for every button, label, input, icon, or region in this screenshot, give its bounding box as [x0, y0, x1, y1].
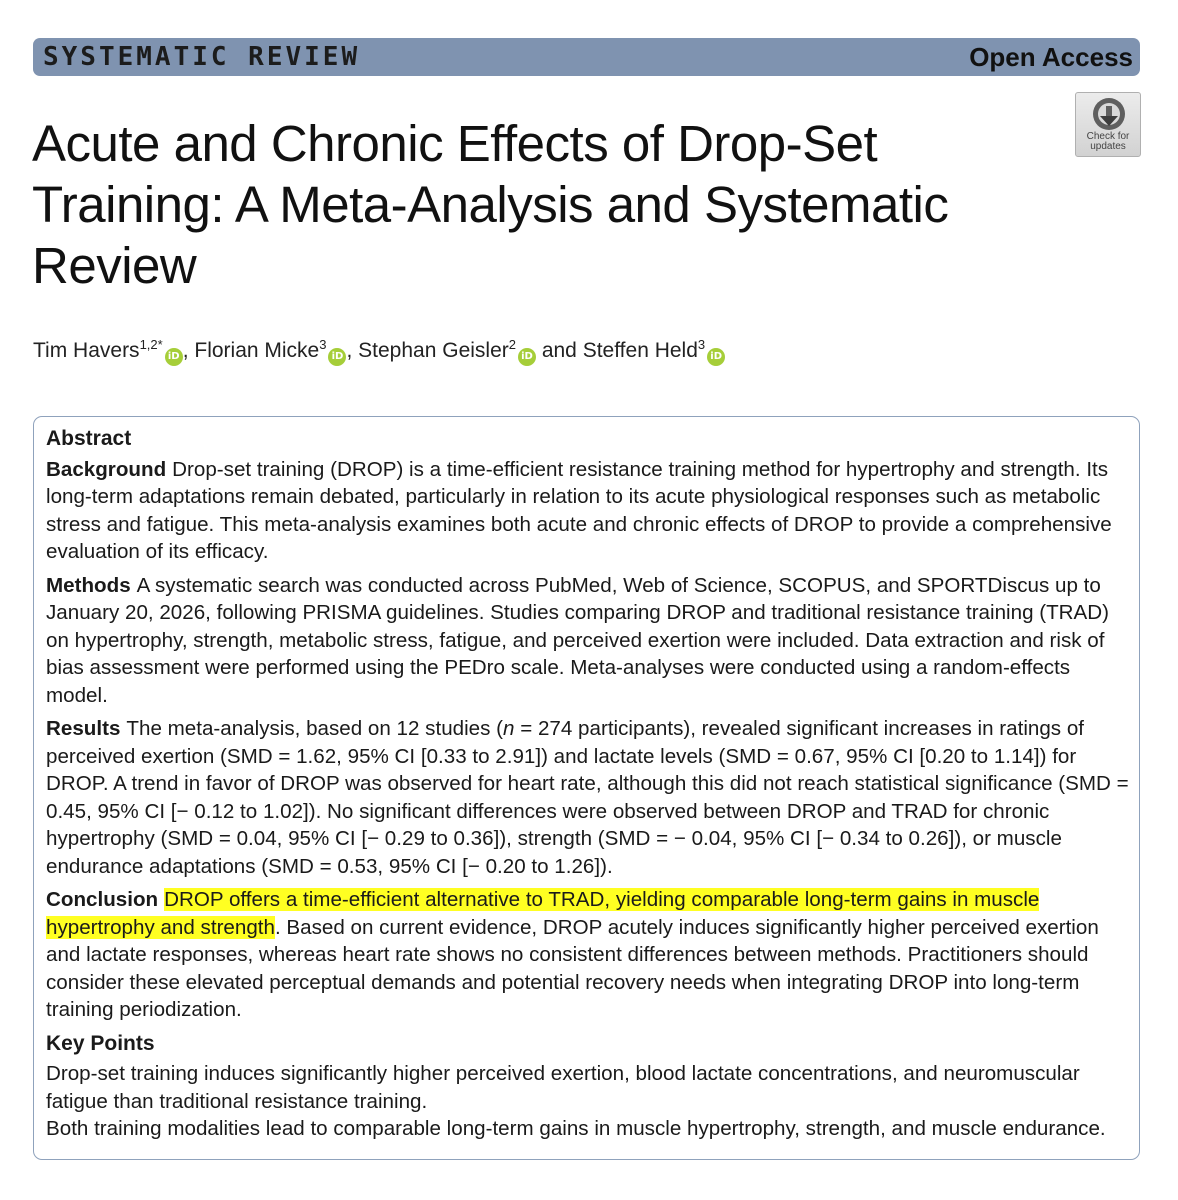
background-label: Background — [46, 457, 167, 481]
results-label: Results — [46, 717, 121, 740]
author-1[interactable]: Tim Havers$^{1,2*}$ — [33, 337, 163, 362]
conclusion-highlight: DROP offers a time-efficient alternative to TRAD, yielding comparable long-term gains in muscle hypertrophy and strength — [46, 888, 1040, 939]
article-type-label: SYSTEMATIC REVIEW — [43, 42, 361, 72]
orcid-icon[interactable]: iD — [328, 348, 346, 366]
check-for-updates-badge[interactable] — [1075, 92, 1141, 157]
abstract-methods — [46, 572, 1131, 710]
conclusion-label: Conclusion — [46, 888, 159, 911]
methods-label: Methods — [46, 573, 131, 597]
author-2[interactable]: Florian Micke$^3$ — [194, 337, 327, 362]
abstract-background — [46, 456, 1131, 566]
abstract-heading: Abstract — [46, 427, 132, 450]
results-n-symbol: n — [503, 717, 515, 740]
results-text-a: The meta-analysis, based on 12 studies ( — [126, 717, 504, 740]
orcid-icon[interactable]: iD — [165, 348, 183, 366]
abstract-content — [46, 425, 1131, 1143]
key-point-item: Both training modalities lead to comparable long-term gains in muscle hypertrophy, strength, and muscle endurance. — [46, 1117, 1106, 1140]
background-text: Drop-set training (DROP) is a time-efficient resistance training method for hypertrophy and strength. Its long-term adaptations remain debated, particularly in relation to its acute physiological responses such as metabolic stress and fatigue. This meta-analysis examines both acute and chronic effects of DROP to provide a comprehensive evaluation of its efficacy. — [46, 457, 1112, 563]
author-3[interactable]: Stephan Geisler$^2$ — [358, 337, 516, 362]
key-point-item: Drop-set training induces significantly higher perceived exertion, blood lactate concentrations, and neuromuscular fatigue than traditional resistance training. — [46, 1062, 1080, 1113]
key-points-heading: Key Points — [46, 1031, 155, 1055]
results-text-b: = 274 participants), revealed significant increases in ratings of perceived exertion (SMD = 1.62, 95% CI [0.33 to 2.91]) and lactate levels (SMD = 0.67, 95% CI [0.20 to 1.14]) for DROP. A trend in favor of DROP was observed for heart rate, although this did not reach statistical significance (SMD = 0.45, 95% CI [− 0.12 to 1.02]). No significant differences were observed between DROP and TRAD for chronic hypertrophy (SMD = 0.04, 95% CI [− 0.29 to 0.36]), strength (SMD = − 0.04, 95% CI [− 0.34 to 0.26]), or muscle endurance adaptations (SMD = 0.53, 95% CI [− 0.20 to 1.26]). — [46, 717, 1129, 878]
conclusion-text: . Based on current evidence, DROP acutely induces significantly higher perceived exertion and lactate responses, whereas heart rate shows no consistent differences between methods. Practitioners should consider these elevated perceptual demands and potential recovery needs when integrating DROP into long-term training periodization. — [46, 915, 1099, 1021]
orcid-icon[interactable]: iD — [518, 348, 536, 366]
article-title: Acute and Chronic Effects of Drop-Set Training: A Meta-Analysis and Systematic Review — [32, 115, 949, 294]
abstract-results — [46, 715, 1131, 880]
check-for-updates-text: Check for updates — [1086, 131, 1130, 152]
article-type-banner — [33, 38, 1140, 76]
author-list: Tim Havers$^{1,2*}$iD , Florian Micke$^3$iD , Stephan Geisler$^2$iD and Steffen Held$^3$iD — [33, 336, 725, 366]
orcid-icon[interactable]: iD — [707, 348, 725, 366]
author-4[interactable]: Steffen Held$^3$ — [582, 337, 706, 362]
abstract-conclusion — [46, 886, 1131, 1024]
open-access-label[interactable]: Open Access — [969, 42, 1133, 72]
methods-text: A systematic search was conducted across PubMed, Web of Science, SCOPUS, and SPORTDiscus up to January 20, 2026, following PRISMA guidelines. Studies comparing DROP and traditional resistance training (TRAD) on hypertrophy, strength, metabolic stress, fatigue, and perceived exertion were included. Data extraction and risk of bias assessment were performed using the PEDro scale. Meta-analyses were conducted using a random-effects model. — [46, 573, 1110, 707]
crossmark-icon — [1091, 96, 1127, 132]
